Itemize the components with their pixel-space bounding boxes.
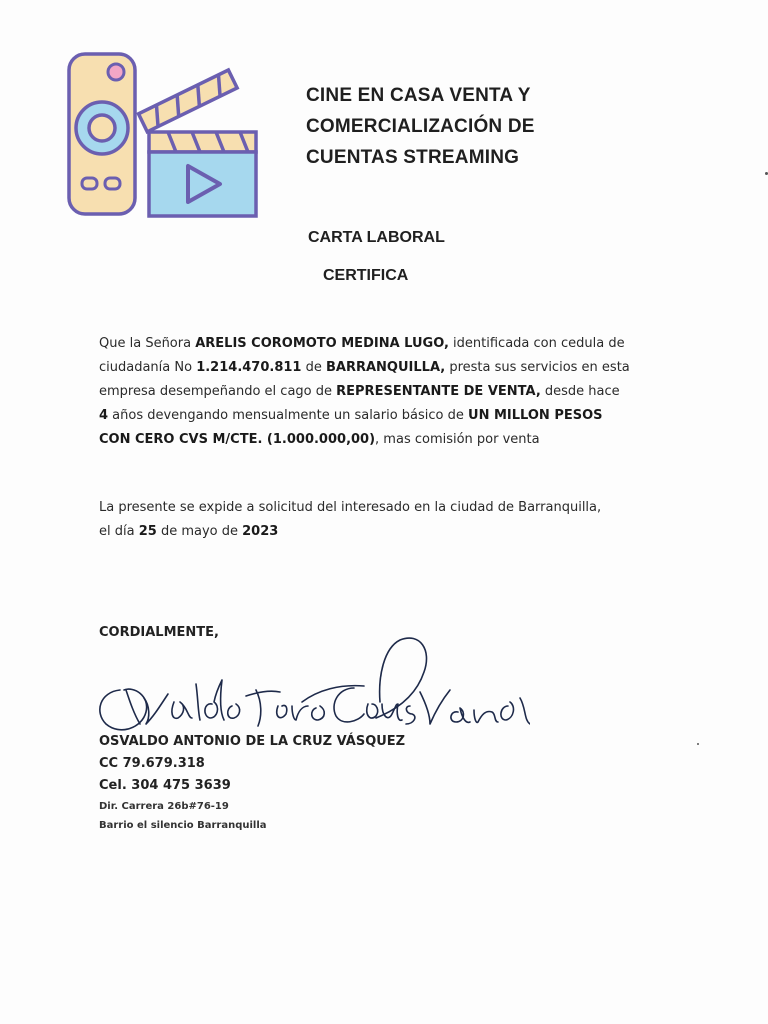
text-segment: desde hace xyxy=(540,384,620,399)
certification-paragraph xyxy=(99,332,659,452)
employee-id-number: 1.214.470.811 xyxy=(196,360,302,375)
text-segment: empresa desempeñando el cago de xyxy=(99,384,337,399)
text-segment: Que la Señora xyxy=(99,336,196,351)
signer-address: Dir. Carrera 26b#76-19 xyxy=(99,801,229,812)
paragraph-line xyxy=(99,356,659,380)
signer-id: CC 79.679.318 xyxy=(99,756,205,771)
company-name-line: CUENTAS STREAMING xyxy=(306,147,520,168)
clapperboard-play-icon xyxy=(138,70,256,216)
issue-year: 2023 xyxy=(242,524,279,539)
paragraph-line xyxy=(99,428,659,452)
document-subtitle: CERTIFICA xyxy=(323,267,409,284)
company-name xyxy=(306,80,636,173)
issue-day: 25 xyxy=(138,524,157,539)
text-segment: , mas comisión por venta xyxy=(375,432,540,447)
text-segment: años devengando mensualmente un salario básico de xyxy=(108,408,469,423)
handwritten-signature xyxy=(80,632,530,744)
signer-neighborhood: Barrio el silencio Barranquilla xyxy=(99,820,267,831)
paragraph-line xyxy=(99,380,659,404)
paragraph-line: La presente se expide a solicitud del interesado en la ciudad de Barranquilla, xyxy=(99,500,602,515)
signer-name: OSVALDO ANTONIO DE LA CRUZ VÁSQUEZ xyxy=(99,734,406,749)
closing-salutation: CORDIALMENTE, xyxy=(99,625,219,640)
employee-name: ARELIS COROMOTO MEDINA LUGO, xyxy=(195,336,449,351)
signer-phone: Cel. 304 475 3639 xyxy=(99,778,231,793)
text-segment: de xyxy=(301,360,326,375)
scan-speck xyxy=(697,743,699,745)
salary-words: UN MILLON PESOS xyxy=(468,408,603,423)
signer-block xyxy=(99,731,405,835)
text-segment: de mayo de xyxy=(156,524,243,539)
document-title: CARTA LABORAL xyxy=(308,229,445,246)
company-name-line: CINE EN CASA VENTA Y xyxy=(306,85,531,106)
company-name-line: COMERCIALIZACIÓN DE xyxy=(306,116,535,137)
issuance-paragraph xyxy=(99,496,659,544)
id-issue-city: BARRANQUILLA, xyxy=(326,360,446,375)
paragraph-line xyxy=(99,520,659,544)
text-segment: presta sus servicios en esta xyxy=(445,360,630,375)
remote-control-icon xyxy=(69,54,135,214)
job-position: REPRESENTANTE DE VENTA, xyxy=(336,384,541,399)
text-segment: ciudadanía No xyxy=(99,360,197,375)
paragraph-line xyxy=(99,404,659,428)
company-logo xyxy=(60,48,270,220)
text-segment: el día xyxy=(99,524,139,539)
years-of-service: 4 xyxy=(99,408,109,423)
text-segment: identificada con cedula de xyxy=(448,336,625,351)
paragraph-line xyxy=(99,332,659,356)
salary-amount: CON CERO CVS M/CTE. (1.000.000,00) xyxy=(99,432,376,447)
